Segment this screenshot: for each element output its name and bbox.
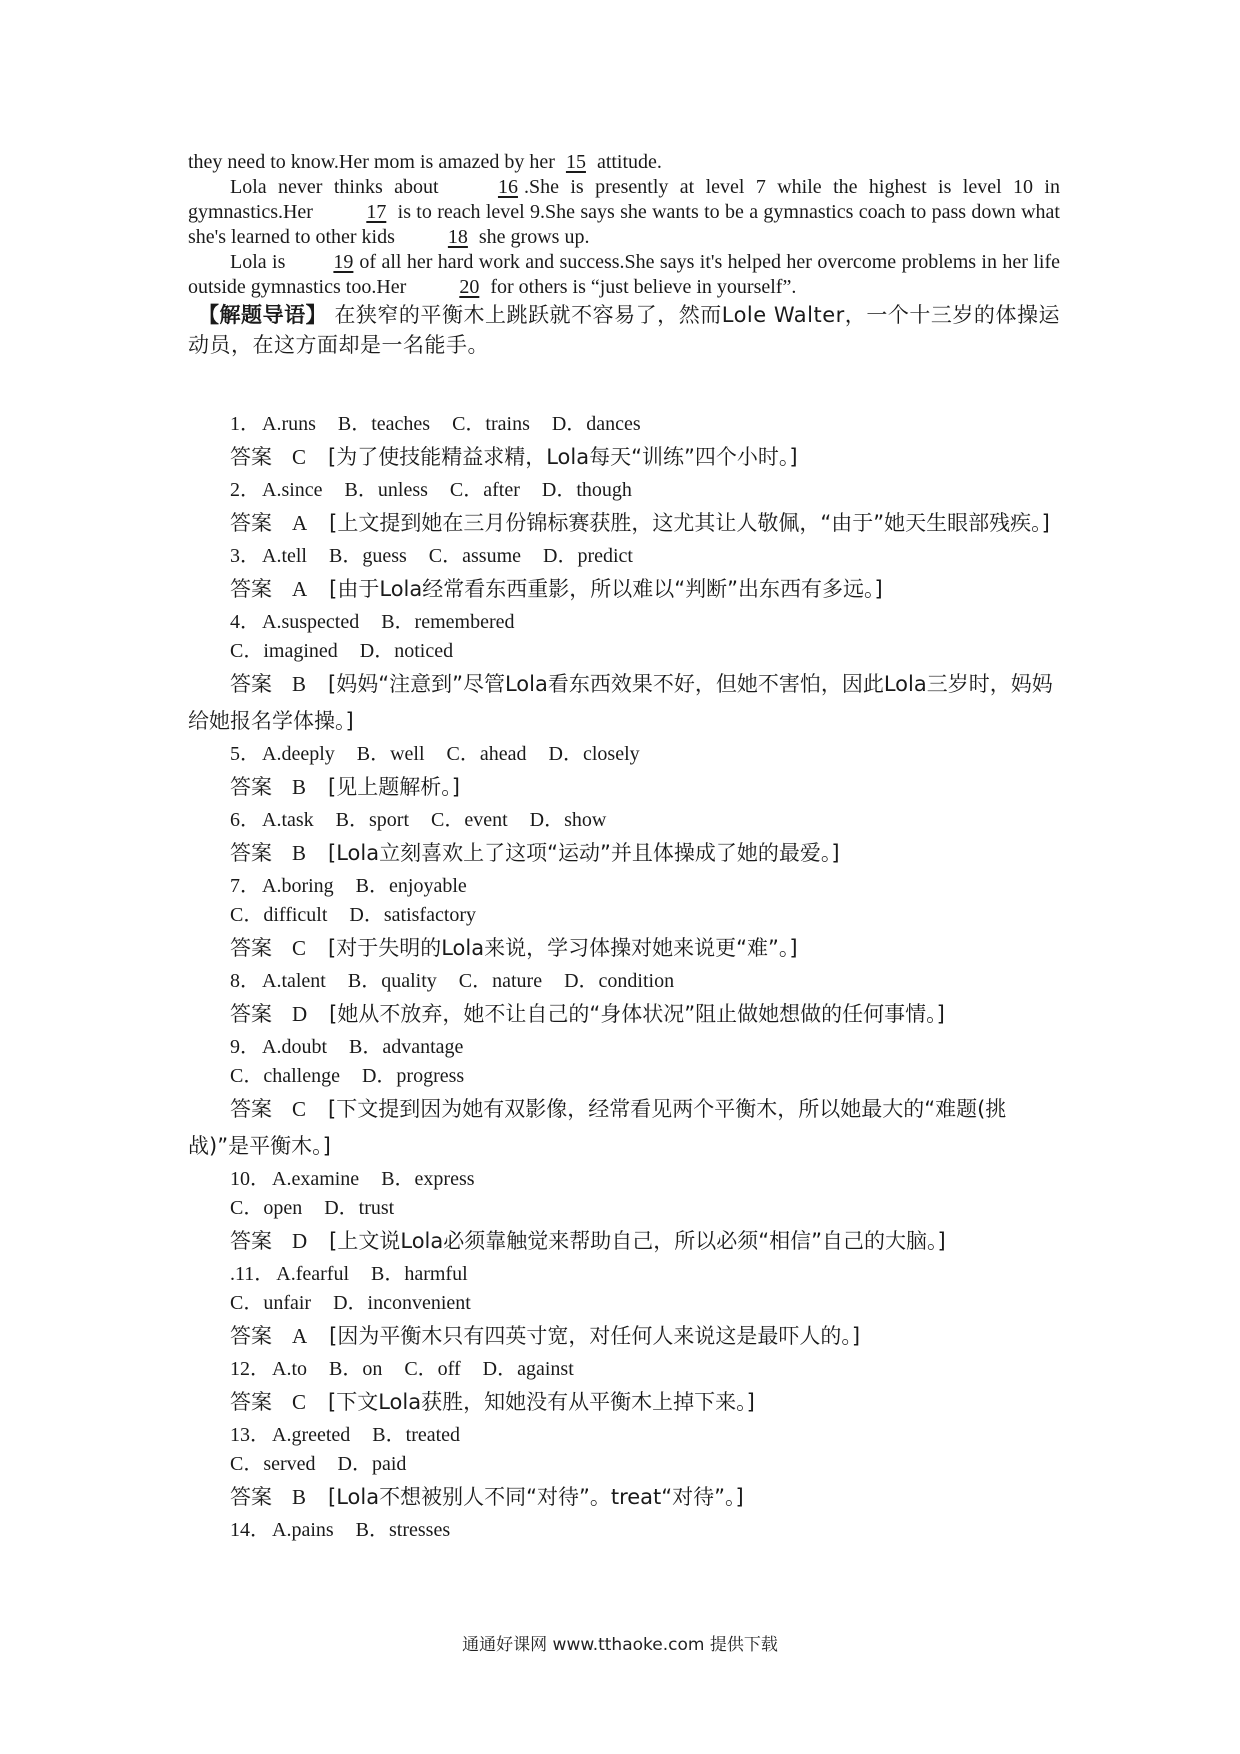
option: B．quality xyxy=(347,970,437,992)
option: D．noticed xyxy=(359,640,454,662)
answer-line xyxy=(188,835,1060,872)
passage-text: is to reach level 9.She says she wants to be a gymnastics coach to pass down what she's learned to other kids xyxy=(188,201,1060,248)
question-number: 8． xyxy=(230,970,260,992)
option: B．guess xyxy=(329,545,407,567)
option: C．nature xyxy=(458,970,543,992)
question-item xyxy=(188,476,1060,542)
option: C．difficult xyxy=(230,904,328,926)
option: C．unfair xyxy=(230,1292,312,1314)
passage-text: she grows up. xyxy=(473,226,590,248)
answer-line xyxy=(188,1384,1060,1421)
answer-letter: C xyxy=(292,445,307,469)
options-line xyxy=(188,740,1060,769)
blank-18: 18 xyxy=(447,226,468,248)
option: A.since xyxy=(262,479,323,501)
option: C．served xyxy=(230,1453,316,1475)
answer-label: 答案 xyxy=(230,511,272,535)
option: B．on xyxy=(329,1358,383,1380)
option: D．against xyxy=(482,1358,574,1380)
question-item xyxy=(188,542,1060,608)
guide-text: 在狭窄的平衡木上跳跃就不容易了，然而Lole Walter，一个十三岁的体操运动员，在这方面却是一名能手。 xyxy=(188,303,1060,357)
blank-15: 15 xyxy=(565,151,586,173)
options-line xyxy=(188,1194,1060,1223)
answer-explanation: [妈妈“注意到”尽管Lola看东西效果不好，但她不害怕，因此Lola三岁时，妈妈给她报名学体操。] xyxy=(188,672,1053,733)
option: D．though xyxy=(541,479,632,501)
answer-line xyxy=(188,439,1060,476)
answer-letter: C xyxy=(292,1390,307,1414)
passage-paragraph-2 xyxy=(188,175,1060,250)
question-number: 14． xyxy=(230,1519,270,1541)
question-item xyxy=(188,1355,1060,1421)
question-number: 10． xyxy=(230,1168,270,1190)
footer-watermark: 通通好课网 www.tthaoke.com 提供下载 xyxy=(462,1635,778,1655)
option: A.examine xyxy=(272,1168,360,1190)
option: C．imagined xyxy=(230,640,338,662)
option: A.fearful xyxy=(276,1263,349,1285)
answer-explanation: [对于失明的Lola来说，学习体操对她来说更“难”。] xyxy=(328,936,798,960)
option: A.runs xyxy=(262,413,316,435)
options-line xyxy=(188,410,1060,439)
option: C．event xyxy=(431,809,508,831)
options-line xyxy=(188,872,1060,901)
answer-letter: B xyxy=(292,841,307,865)
answer-letter: B xyxy=(292,1485,307,1509)
option: B．teaches xyxy=(337,413,431,435)
answer-letter: A xyxy=(292,1324,308,1348)
answer-explanation: [下文提到因为她有双影像，经常看见两个平衡木，所以她最大的“难题(挑战)”是平衡木。] xyxy=(188,1097,1007,1158)
answer-explanation: [她从不放弃，她不让自己的“身体状况”阻止做她想做的任何事情。] xyxy=(329,1002,945,1026)
answer-explanation: [上文提到她在三月份锦标赛获胜，这尤其让人敬佩，“由于”她天生眼部残疾。] xyxy=(329,511,1050,535)
answer-label: 答案 xyxy=(230,1390,272,1414)
option: A.to xyxy=(272,1358,307,1380)
passage-text: attitude. xyxy=(591,151,662,173)
question-item xyxy=(188,872,1060,967)
answer-explanation: [Lola立刻喜欢上了这项“运动”并且体操成了她的最爱。] xyxy=(328,841,840,865)
answer-explanation: [下文Lola获胜，知她没有从平衡木上掉下来。] xyxy=(328,1390,755,1414)
answer-letter: A xyxy=(292,511,308,535)
option: A.pains xyxy=(272,1519,334,1541)
option: D．show xyxy=(529,809,607,831)
question-number: 13． xyxy=(230,1424,270,1446)
question-item xyxy=(188,1421,1060,1516)
option: C．assume xyxy=(428,545,522,567)
question-number: .11． xyxy=(230,1263,275,1285)
option: C．ahead xyxy=(446,743,527,765)
option: A.suspected xyxy=(262,611,360,633)
question-number: 1． xyxy=(230,413,260,435)
options-line xyxy=(188,608,1060,637)
option: C．challenge xyxy=(230,1065,340,1087)
question-item xyxy=(188,806,1060,872)
blank-16: 16 xyxy=(497,176,518,198)
option: B．express xyxy=(381,1168,475,1190)
options-line xyxy=(188,1516,1060,1545)
option: C．after xyxy=(449,479,520,501)
option: A.task xyxy=(262,809,314,831)
option: B．advantage xyxy=(349,1036,464,1058)
option: D．dances xyxy=(551,413,641,435)
passage-text: of all her hard work and success.She says it's helped her overcome problems in her life outside gymnastics too.Her xyxy=(188,251,1060,298)
option: D．trust xyxy=(324,1197,395,1219)
options-line xyxy=(188,1165,1060,1194)
solving-guide xyxy=(188,300,1060,360)
guide-tag: 【解题导语】 xyxy=(198,303,328,327)
option: B．remembered xyxy=(381,611,515,633)
answer-label: 答案 xyxy=(230,936,272,960)
option: A.deeply xyxy=(262,743,335,765)
passage-text: Lola is xyxy=(230,251,286,273)
passage-paragraph-3 xyxy=(188,250,1060,300)
options-line xyxy=(188,637,1060,666)
question-number: 6． xyxy=(230,809,260,831)
options-line xyxy=(188,1450,1060,1479)
option: C．trains xyxy=(452,413,530,435)
answer-line xyxy=(188,666,1060,740)
options-line xyxy=(188,1355,1060,1384)
option: D．closely xyxy=(548,743,640,765)
option: D．inconvenient xyxy=(333,1292,471,1314)
options-line xyxy=(188,476,1060,505)
answer-label: 答案 xyxy=(230,1097,272,1121)
question-item xyxy=(188,1260,1060,1355)
option: A.tell xyxy=(262,545,307,567)
options-line xyxy=(188,1260,1060,1289)
answer-letter: D xyxy=(292,1229,308,1253)
option: D．predict xyxy=(543,545,633,567)
answer-letter: C xyxy=(292,936,307,960)
answer-explanation: [因为平衡木只有四英寸宽，对任何人来说这是最吓人的。] xyxy=(329,1324,861,1348)
option: A.greeted xyxy=(272,1424,351,1446)
option: B．treated xyxy=(372,1424,461,1446)
answer-line xyxy=(188,1479,1060,1516)
answer-line xyxy=(188,996,1060,1033)
question-item xyxy=(188,967,1060,1033)
question-item xyxy=(188,608,1060,740)
options-line xyxy=(188,1289,1060,1318)
option: D．progress xyxy=(361,1065,465,1087)
option: B．enjoyable xyxy=(355,875,467,897)
question-number: 7． xyxy=(230,875,260,897)
answer-letter: B xyxy=(292,672,307,696)
answer-line xyxy=(188,505,1060,542)
question-item xyxy=(188,1516,1060,1545)
answer-explanation: [Lola不想被别人不同“对待”。treat“对待”。] xyxy=(328,1485,744,1509)
options-line xyxy=(188,1421,1060,1450)
answer-line xyxy=(188,1091,1060,1165)
answer-line xyxy=(188,1318,1060,1355)
question-number: 3． xyxy=(230,545,260,567)
answer-label: 答案 xyxy=(230,577,272,601)
option: B．sport xyxy=(335,809,410,831)
question-item xyxy=(188,1033,1060,1165)
option: D．condition xyxy=(564,970,675,992)
passage-line-1 xyxy=(188,150,1060,175)
option: A.boring xyxy=(262,875,334,897)
options-line xyxy=(188,806,1060,835)
question-item xyxy=(188,1165,1060,1260)
answer-letter: B xyxy=(292,775,307,799)
answer-explanation: [由于Lola经常看东西重影，所以难以“判断”出东西有多远。] xyxy=(329,577,883,601)
answer-label: 答案 xyxy=(230,1324,272,1348)
option: B．stresses xyxy=(355,1519,451,1541)
answer-explanation: [上文说Lola必须靠触觉来帮助自己，所以必须“相信”自己的大脑。] xyxy=(329,1229,946,1253)
answer-label: 答案 xyxy=(230,1002,272,1026)
blank-19: 19 xyxy=(333,251,354,273)
question-item xyxy=(188,410,1060,476)
options-line xyxy=(188,967,1060,996)
cloze-passage xyxy=(188,150,1060,360)
answer-label: 答案 xyxy=(230,841,272,865)
question-number: 9． xyxy=(230,1036,260,1058)
answer-line xyxy=(188,930,1060,967)
option: C．open xyxy=(230,1197,303,1219)
option: A.talent xyxy=(262,970,326,992)
answer-letter: D xyxy=(292,1002,308,1026)
answer-line xyxy=(188,769,1060,806)
options-line xyxy=(188,542,1060,571)
option: C．off xyxy=(404,1358,461,1380)
answer-label: 答案 xyxy=(230,775,272,799)
answer-label: 答案 xyxy=(230,445,272,469)
answer-line xyxy=(188,571,1060,608)
option: B．unless xyxy=(344,479,428,501)
option: B．well xyxy=(356,743,425,765)
passage-text: Lola never thinks about xyxy=(230,176,450,198)
question-number: 12． xyxy=(230,1358,270,1380)
passage-text: for others is “just believe in yourself”. xyxy=(485,276,797,298)
answer-label: 答案 xyxy=(230,672,272,696)
answer-label: 答案 xyxy=(230,1229,272,1253)
blank-17: 17 xyxy=(366,201,387,223)
answer-line xyxy=(188,1223,1060,1260)
blank-20: 20 xyxy=(459,276,480,298)
option: A.doubt xyxy=(262,1036,327,1058)
passage-text: they need to know.Her mom is amazed by her xyxy=(188,151,560,173)
question-number: 5． xyxy=(230,743,260,765)
answer-explanation: [见上题解析。] xyxy=(328,775,460,799)
option: D．satisfactory xyxy=(349,904,477,926)
answer-explanation: [为了使技能精益求精，Lola每天“训练”四个小时。] xyxy=(328,445,798,469)
options-line xyxy=(188,1062,1060,1091)
answer-list xyxy=(188,410,1060,1545)
answer-letter: C xyxy=(292,1097,307,1121)
options-line xyxy=(188,901,1060,930)
question-item xyxy=(188,740,1060,806)
options-line xyxy=(188,1033,1060,1062)
question-number: 2． xyxy=(230,479,260,501)
answer-label: 答案 xyxy=(230,1485,272,1509)
option: B．harmful xyxy=(371,1263,468,1285)
question-number: 4． xyxy=(230,611,260,633)
passage-text: .She is presently at level 7 while the highest is level 10 in gymnastics.Her xyxy=(188,176,1060,223)
option: D．paid xyxy=(337,1453,407,1475)
answer-letter: A xyxy=(292,577,308,601)
